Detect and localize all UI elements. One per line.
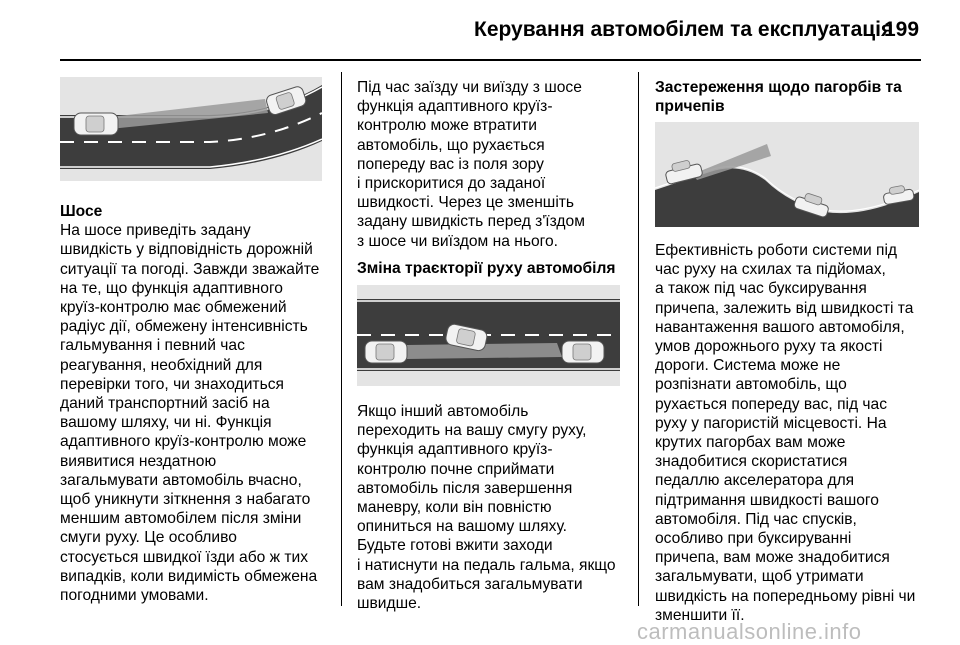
- highway-exit-paragraph: Під час заїзду чи виїзду з шосе функція адаптивного круїз- контролю може втратити автомобіль, що рухається попереду вас із поля зору і прискоритися до заданої швидкості. Через це зменшіть задану швидкість перед з'їздом з шосе чи виїздом на нього.: [357, 79, 585, 250]
- column-1: [60, 202, 332, 605]
- column-3-top: [655, 78, 925, 116]
- column-divider-1: [341, 72, 342, 606]
- column-divider-2: [638, 72, 639, 606]
- lane-change-illustration: [357, 285, 620, 386]
- hills-drawing: [655, 122, 919, 227]
- section-title: Керування автомобілем та експлуатація: [474, 18, 894, 41]
- lane-change-heading: Зміна траєкторії руху автомобіля: [357, 260, 616, 277]
- column-2-top: [357, 78, 632, 251]
- highway-paragraph: На шосе приведіть задану швидкість у відповідність дорожній ситуації та погоді. Завжди зважайте на те, що функція адаптивного круїз-контролю має обмежений радіус дії, обмежену інтенсивність гальмування і певний час реагування, необхідний для перевірки того, чи знаходиться даний транспортний засіб на вашому шляху, чи ні. Функція адаптивного круїз-контролю може виявитися нездатною загальмувати автомобіль вчасно, щоб уникнути зіткнення з набагато меншим автомобілем після зміни смуги руху. Це особливо стосується швидкої їзди або ж тих випадків, коли видимість обмежена погодними умовами.: [60, 222, 320, 605]
- own-car: [74, 113, 118, 135]
- hills-trailers-paragraph: Ефективність роботи системи під час руху на схилах та підйомах, а також під час буксирування причепа, залежить від швидкості та навантаження вашого автомобіля, умов дорожнього руху та якості дороги. Система може не розпізнати автомобіль, що рухається попереду вас, під час руху у пагористій місцевості. На крутих пагорбах вам може знадобитися скористатися педаллю акселератора для підтримання швидкості вашого автомобіля. Під час спусків, особливо при буксируванні причепа, вам може знадобитися загальмувати, щоб утримати швидкість на попередньому рівні чи зменшити її.: [655, 242, 916, 624]
- watermark: carmanualsonline.info: [637, 619, 862, 644]
- highway-curve-drawing: [60, 77, 322, 181]
- page-number: 199: [884, 18, 920, 41]
- lead-car: [562, 341, 604, 363]
- column-3-bottom: [655, 241, 927, 625]
- lane-change-drawing: [357, 285, 620, 386]
- lane-change-heading-block: [357, 259, 632, 278]
- highway-heading: Шосе: [60, 203, 103, 220]
- column-2-bottom: [357, 402, 637, 613]
- hills-illustration: [655, 122, 919, 227]
- own-car: [365, 341, 407, 363]
- lane-change-paragraph: Якщо інший автомобіль переходить на вашу смугу руху, функція адаптивного круїз- контролю почне сприймати автомобіль після завершення маневру, коли він повністю опиниться на вашому шляху. Будьте готові вжити заходи і натиснути на педаль гальма, якщо вам знадобиться загальмувати швидше.: [357, 403, 616, 613]
- hills-trailers-heading: Застереження щодо пагорбів та причепів: [655, 79, 902, 116]
- highway-curve-illustration: [60, 77, 322, 181]
- header-divider: [60, 59, 921, 61]
